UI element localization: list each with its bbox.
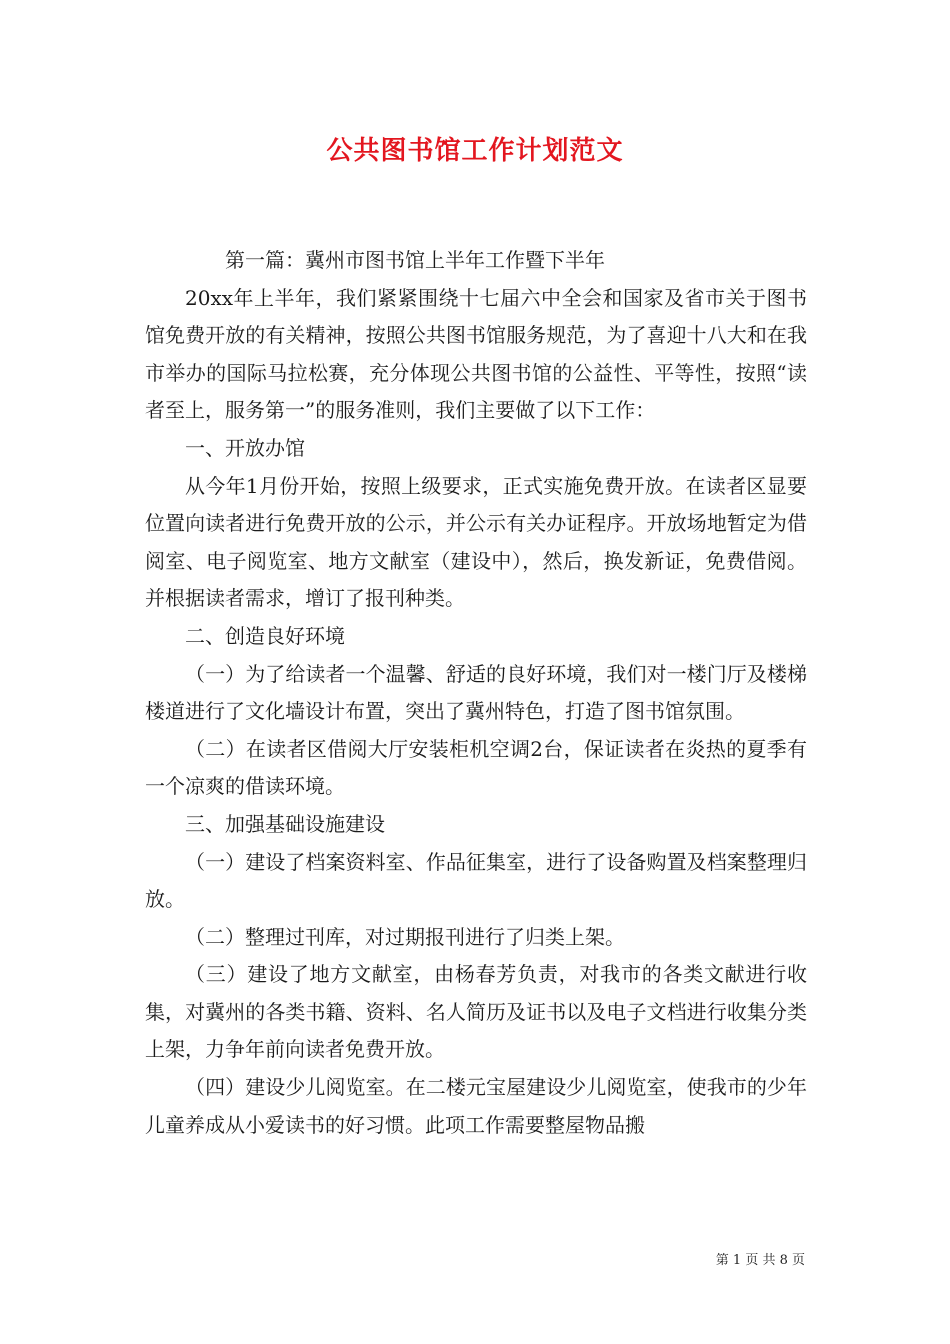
paragraph-environment-1: （一）为了给读者一个温馨、舒适的良好环境，我们对一楼门厅及楼梯楼道进行了文化墙设计布置，突出了冀州特色，打造了图书馆氛围。 bbox=[145, 661, 807, 724]
paragraph-infrastructure-2: （二）整理过刊库，对过期报刊进行了归类上架。 bbox=[185, 924, 625, 949]
paragraph-infrastructure-4: （四）建设少儿阅览室。在二楼元宝屋建设少儿阅览室，使我市的少年儿童养成从小爱读书的好习惯。此项工作需要整屋物品搬 bbox=[145, 1075, 807, 1137]
paragraph-open-library: 从今年1月份开始，按照上级要求，正式实施免费开放。在读者区显要位置向读者进行免费开放的公示，并公示有关办证程序。开放场地暂定为借阅室、电子阅览室、地方文献室（建设中），然后，换发新证，免费借阅。并根据读者需求，增订了报刊种类。 bbox=[145, 473, 807, 611]
paragraph-infrastructure-3: （三）建设了地方文献室，由杨春芳负责，对我市的各类文献进行收集，对冀州的各类书籍、资料、名人简历及证书以及电子文档进行收集分类上架，力争年前向读者免费开放。 bbox=[145, 962, 807, 1062]
section-heading-3: 三、加强基础设施建设 bbox=[185, 811, 385, 836]
paragraph-intro: 20xx年上半年，我们紧紧围绕十七届六中全会和国家及省市关于图书馆免费开放的有关精神，按照公共图书馆服务规范，为了喜迎十八大和在我市举办的国际马拉松赛，充分体现公共图书馆的公益性、平等性，按照“读者至上，服务第一”的服务准则，我们主要做了以下工作： bbox=[145, 285, 807, 423]
section-heading-2: 二、创造良好环境 bbox=[185, 623, 345, 648]
document-body bbox=[145, 242, 807, 1144]
paragraph-infrastructure-1: （一）建设了档案资料室、作品征集室，进行了设备购置及档案整理归放。 bbox=[145, 849, 807, 912]
page-number: 第 1 页 共 8 页 bbox=[715, 1253, 805, 1268]
section-heading-first: 第一篇：冀州市图书馆上半年工作暨下半年 bbox=[225, 248, 605, 272]
section-heading-1: 一、开放办馆 bbox=[185, 435, 305, 460]
document-title: 公共图书馆工作计划范文 bbox=[326, 136, 624, 166]
paragraph-environment-2: （二）在读者区借阅大厅安装柜机空调2台，保证读者在炎热的夏季有一个凉爽的借读环境。 bbox=[145, 736, 807, 799]
